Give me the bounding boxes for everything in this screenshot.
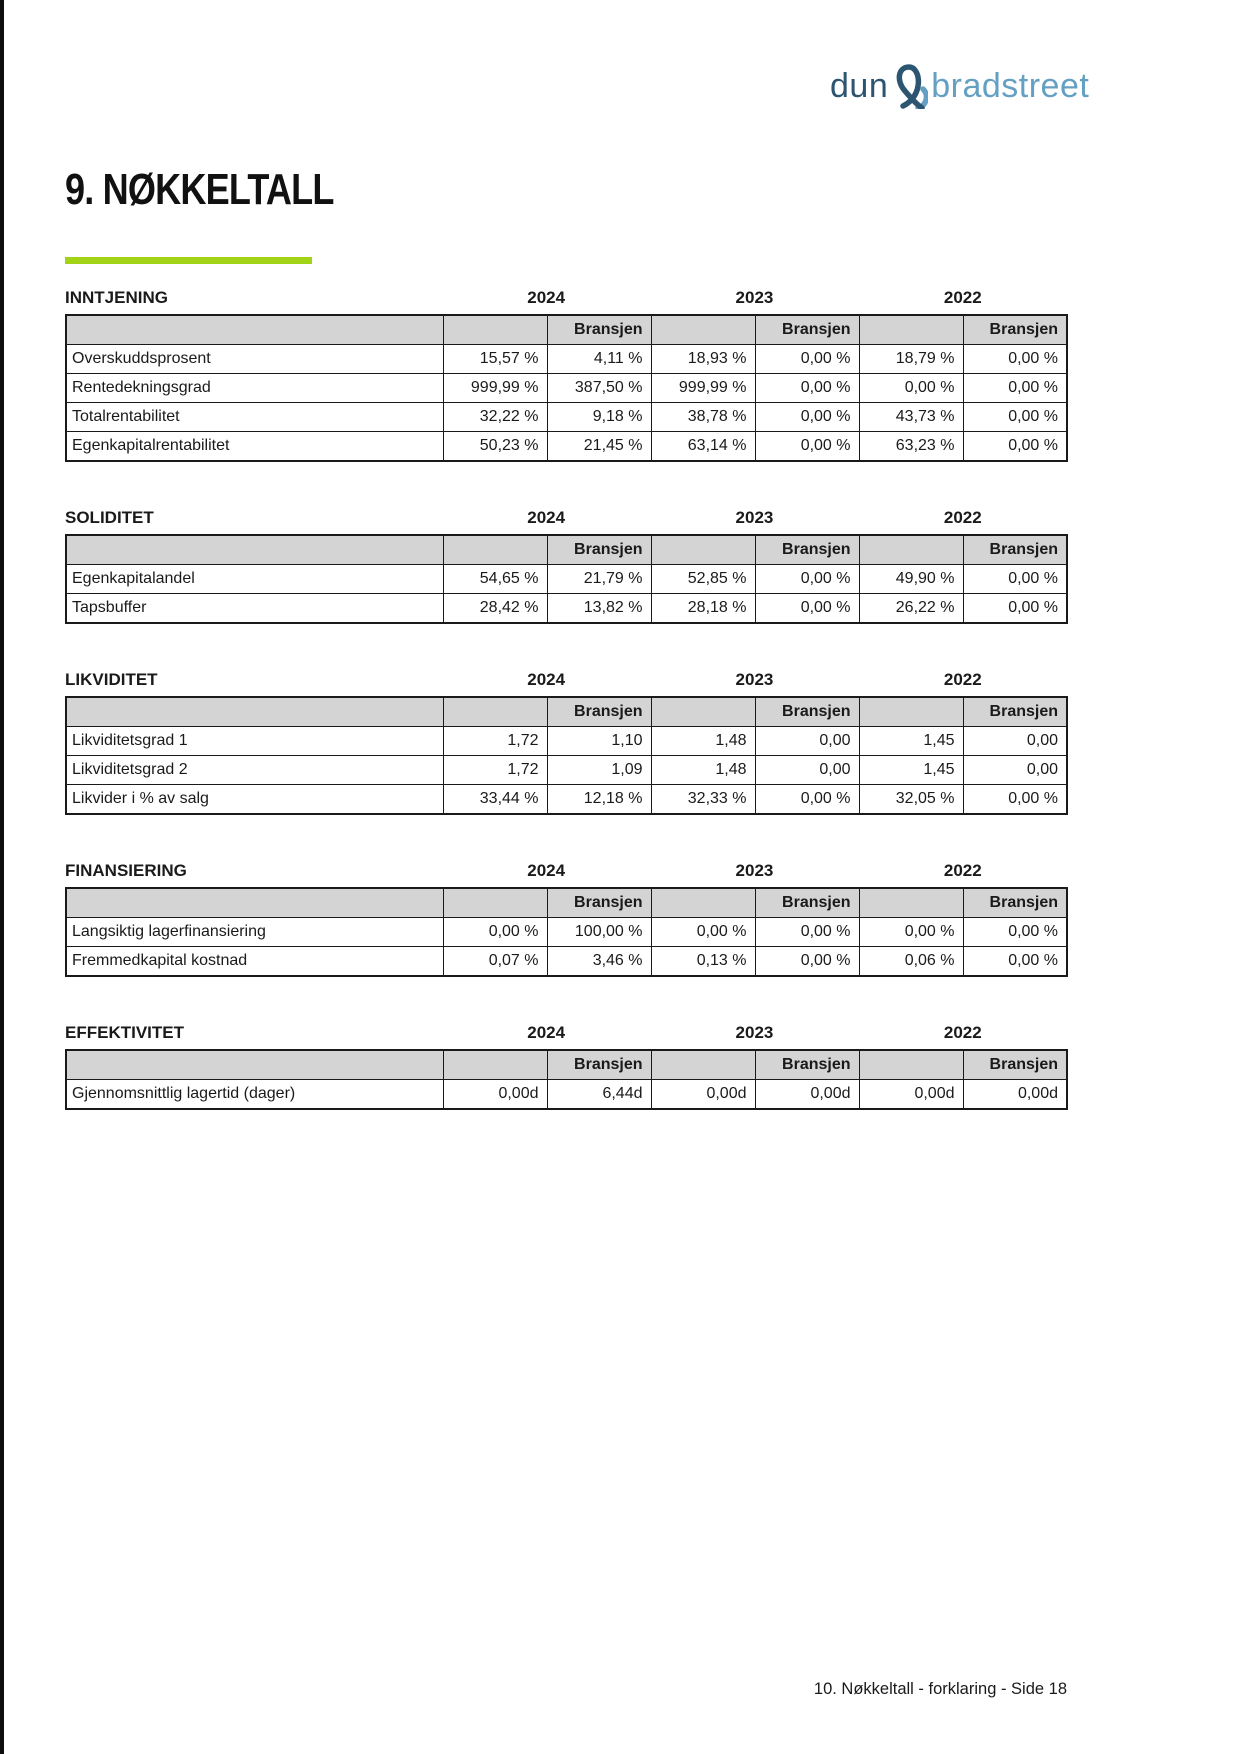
logo-text-dun: dun bbox=[830, 66, 889, 105]
value-cell: 0,00 % bbox=[755, 403, 859, 432]
key-figures-table bbox=[65, 696, 1068, 815]
section-title: FINANSIERING bbox=[65, 861, 187, 880]
header-empty-cell bbox=[859, 315, 963, 345]
value-cell: 28,18 % bbox=[651, 594, 755, 624]
section-effektivitet bbox=[65, 1023, 1067, 1110]
year-label: 2024 bbox=[527, 1023, 566, 1042]
section-header-row bbox=[65, 670, 1067, 690]
row-label: Likvider i % av salg bbox=[66, 785, 443, 815]
value-cell: 1,09 bbox=[547, 756, 651, 785]
value-cell: 32,22 % bbox=[443, 403, 547, 432]
value-cell: 32,33 % bbox=[651, 785, 755, 815]
table-header-row bbox=[66, 697, 1067, 727]
section-title: EFFEKTIVITET bbox=[65, 1023, 184, 1042]
section-inntjening bbox=[65, 288, 1067, 462]
value-cell: 18,93 % bbox=[651, 345, 755, 374]
row-label: Egenkapitalrentabilitet bbox=[66, 432, 443, 462]
value-cell: 43,73 % bbox=[859, 403, 963, 432]
table-row bbox=[66, 594, 1067, 624]
value-cell: 0,00 % bbox=[755, 785, 859, 815]
value-cell: 6,44d bbox=[547, 1080, 651, 1110]
section-title: LIKVIDITET bbox=[65, 670, 158, 689]
row-label: Langsiktig lagerfinansiering bbox=[66, 918, 443, 947]
page-title: 9. NØKKELTALL bbox=[65, 165, 334, 214]
header-empty-cell bbox=[651, 1050, 755, 1080]
section-title: INNTJENING bbox=[65, 288, 168, 307]
value-cell: 0,00 bbox=[755, 756, 859, 785]
table-row bbox=[66, 918, 1067, 947]
value-cell: 4,11 % bbox=[547, 345, 651, 374]
row-label: Totalrentabilitet bbox=[66, 403, 443, 432]
value-cell: 1,72 bbox=[443, 756, 547, 785]
value-cell: 33,44 % bbox=[443, 785, 547, 815]
value-cell: 0,00 bbox=[963, 756, 1067, 785]
value-cell: 0,00 % bbox=[755, 345, 859, 374]
value-cell: 0,13 % bbox=[651, 947, 755, 977]
value-cell: 18,79 % bbox=[859, 345, 963, 374]
year-label: 2022 bbox=[943, 508, 982, 527]
value-cell: 0,00 % bbox=[443, 918, 547, 947]
header-empty-cell bbox=[66, 535, 443, 565]
table-row bbox=[66, 432, 1067, 462]
page-footer: 10. Nøkkeltall - forklaring - Side 18 bbox=[813, 1680, 1067, 1698]
header-empty-cell bbox=[66, 697, 443, 727]
bransjen-header-cell: Bransjen bbox=[547, 1050, 651, 1080]
value-cell: 0,00 % bbox=[963, 565, 1067, 594]
value-cell: 63,23 % bbox=[859, 432, 963, 462]
value-cell: 21,79 % bbox=[547, 565, 651, 594]
bransjen-header-cell: Bransjen bbox=[755, 888, 859, 918]
value-cell: 0,00 % bbox=[963, 345, 1067, 374]
year-label: 2023 bbox=[735, 1023, 774, 1042]
header-empty-cell bbox=[443, 1050, 547, 1080]
value-cell: 49,90 % bbox=[859, 565, 963, 594]
header-empty-cell bbox=[443, 315, 547, 345]
table-row bbox=[66, 785, 1067, 815]
value-cell: 0,00 bbox=[755, 727, 859, 756]
value-cell: 999,99 % bbox=[651, 374, 755, 403]
table-row bbox=[66, 345, 1067, 374]
row-label: Overskuddsprosent bbox=[66, 345, 443, 374]
row-label: Egenkapitalandel bbox=[66, 565, 443, 594]
header-empty-cell bbox=[66, 1050, 443, 1080]
value-cell: 0,00d bbox=[963, 1080, 1067, 1110]
section-header-row bbox=[65, 288, 1067, 308]
year-label: 2022 bbox=[943, 861, 982, 880]
key-figures-table bbox=[65, 314, 1068, 462]
key-figures-table bbox=[65, 1049, 1068, 1110]
bransjen-header-cell: Bransjen bbox=[963, 535, 1067, 565]
table-row bbox=[66, 756, 1067, 785]
value-cell: 3,46 % bbox=[547, 947, 651, 977]
value-cell: 26,22 % bbox=[859, 594, 963, 624]
value-cell: 12,18 % bbox=[547, 785, 651, 815]
value-cell: 0,00 bbox=[963, 727, 1067, 756]
value-cell: 0,00d bbox=[651, 1080, 755, 1110]
value-cell: 50,23 % bbox=[443, 432, 547, 462]
value-cell: 1,10 bbox=[547, 727, 651, 756]
value-cell: 38,78 % bbox=[651, 403, 755, 432]
bransjen-header-cell: Bransjen bbox=[547, 535, 651, 565]
value-cell: 0,00 % bbox=[859, 374, 963, 403]
value-cell: 1,48 bbox=[651, 756, 755, 785]
value-cell: 54,65 % bbox=[443, 565, 547, 594]
value-cell: 52,85 % bbox=[651, 565, 755, 594]
value-cell: 0,00 % bbox=[755, 432, 859, 462]
value-cell: 0,00 % bbox=[963, 374, 1067, 403]
value-cell: 63,14 % bbox=[651, 432, 755, 462]
row-label: Tapsbuffer bbox=[66, 594, 443, 624]
year-label: 2024 bbox=[527, 288, 566, 307]
header-empty-cell bbox=[859, 535, 963, 565]
year-label: 2022 bbox=[943, 1023, 982, 1042]
value-cell: 0,06 % bbox=[859, 947, 963, 977]
year-label: 2024 bbox=[527, 508, 566, 527]
header-empty-cell bbox=[651, 535, 755, 565]
value-cell: 1,48 bbox=[651, 727, 755, 756]
section-likviditet bbox=[65, 670, 1067, 815]
year-label: 2023 bbox=[735, 288, 774, 307]
value-cell: 1,45 bbox=[859, 727, 963, 756]
table-row bbox=[66, 947, 1067, 977]
year-label: 2023 bbox=[735, 670, 774, 689]
header-empty-cell bbox=[859, 697, 963, 727]
section-header-row bbox=[65, 861, 1067, 881]
value-cell: 100,00 % bbox=[547, 918, 651, 947]
table-row bbox=[66, 1080, 1067, 1110]
value-cell: 28,42 % bbox=[443, 594, 547, 624]
value-cell: 1,72 bbox=[443, 727, 547, 756]
row-label: Likviditetsgrad 1 bbox=[66, 727, 443, 756]
row-label: Fremmedkapital kostnad bbox=[66, 947, 443, 977]
bransjen-header-cell: Bransjen bbox=[755, 1050, 859, 1080]
value-cell: 21,45 % bbox=[547, 432, 651, 462]
value-cell: 0,00d bbox=[859, 1080, 963, 1110]
logo-text-bradstreet: bradstreet bbox=[931, 66, 1090, 105]
value-cell: 9,18 % bbox=[547, 403, 651, 432]
table-row bbox=[66, 727, 1067, 756]
dun-and-bradstreet-logo bbox=[830, 63, 1089, 109]
header-empty-cell bbox=[651, 888, 755, 918]
bransjen-header-cell: Bransjen bbox=[963, 315, 1067, 345]
row-label: Likviditetsgrad 2 bbox=[66, 756, 443, 785]
value-cell: 0,00 % bbox=[963, 947, 1067, 977]
bransjen-header-cell: Bransjen bbox=[755, 535, 859, 565]
value-cell: 32,05 % bbox=[859, 785, 963, 815]
key-figures-sections bbox=[65, 288, 1067, 1156]
value-cell: 0,00 % bbox=[651, 918, 755, 947]
section-finansiering bbox=[65, 861, 1067, 977]
table-row bbox=[66, 565, 1067, 594]
bransjen-header-cell: Bransjen bbox=[963, 697, 1067, 727]
value-cell: 0,00 % bbox=[859, 918, 963, 947]
year-label: 2022 bbox=[943, 288, 982, 307]
header-empty-cell bbox=[66, 315, 443, 345]
bransjen-header-cell: Bransjen bbox=[963, 888, 1067, 918]
table-header-row bbox=[66, 888, 1067, 918]
bransjen-header-cell: Bransjen bbox=[755, 315, 859, 345]
value-cell: 0,00 % bbox=[963, 918, 1067, 947]
year-label: 2023 bbox=[735, 508, 774, 527]
header-empty-cell bbox=[651, 315, 755, 345]
value-cell: 0,00 % bbox=[755, 565, 859, 594]
section-soliditet bbox=[65, 508, 1067, 624]
value-cell: 13,82 % bbox=[547, 594, 651, 624]
year-label: 2023 bbox=[735, 861, 774, 880]
header-empty-cell bbox=[443, 697, 547, 727]
header-empty-cell bbox=[66, 888, 443, 918]
header-empty-cell bbox=[859, 888, 963, 918]
bransjen-header-cell: Bransjen bbox=[963, 1050, 1067, 1080]
value-cell: 0,00d bbox=[755, 1080, 859, 1110]
bransjen-header-cell: Bransjen bbox=[547, 888, 651, 918]
year-label: 2024 bbox=[527, 670, 566, 689]
table-row bbox=[66, 374, 1067, 403]
value-cell: 0,00 % bbox=[755, 594, 859, 624]
header-empty-cell bbox=[859, 1050, 963, 1080]
section-header-row bbox=[65, 1023, 1067, 1043]
value-cell: 387,50 % bbox=[547, 374, 651, 403]
table-row bbox=[66, 403, 1067, 432]
value-cell: 0,00 % bbox=[963, 432, 1067, 462]
header-empty-cell bbox=[443, 888, 547, 918]
row-label: Rentedekningsgrad bbox=[66, 374, 443, 403]
key-figures-table bbox=[65, 534, 1068, 624]
table-header-row bbox=[66, 535, 1067, 565]
value-cell: 0,00 % bbox=[755, 918, 859, 947]
value-cell: 0,00 % bbox=[755, 374, 859, 403]
bransjen-header-cell: Bransjen bbox=[547, 315, 651, 345]
value-cell: 15,57 % bbox=[443, 345, 547, 374]
key-figures-table bbox=[65, 887, 1068, 977]
value-cell: 0,07 % bbox=[443, 947, 547, 977]
ampersand-icon bbox=[892, 63, 928, 109]
accent-bar bbox=[65, 257, 312, 264]
section-title: SOLIDITET bbox=[65, 508, 154, 527]
value-cell: 0,00 % bbox=[963, 785, 1067, 815]
value-cell: 0,00 % bbox=[963, 594, 1067, 624]
year-label: 2024 bbox=[527, 861, 566, 880]
page-edge-line bbox=[0, 0, 4, 1754]
row-label: Gjennomsnittlig lagertid (dager) bbox=[66, 1080, 443, 1110]
bransjen-header-cell: Bransjen bbox=[547, 697, 651, 727]
value-cell: 0,00d bbox=[443, 1080, 547, 1110]
header-empty-cell bbox=[443, 535, 547, 565]
section-header-row bbox=[65, 508, 1067, 528]
value-cell: 0,00 % bbox=[755, 947, 859, 977]
table-header-row bbox=[66, 315, 1067, 345]
table-header-row bbox=[66, 1050, 1067, 1080]
value-cell: 999,99 % bbox=[443, 374, 547, 403]
header-empty-cell bbox=[651, 697, 755, 727]
value-cell: 0,00 % bbox=[963, 403, 1067, 432]
value-cell: 1,45 bbox=[859, 756, 963, 785]
year-label: 2022 bbox=[943, 670, 982, 689]
bransjen-header-cell: Bransjen bbox=[755, 697, 859, 727]
